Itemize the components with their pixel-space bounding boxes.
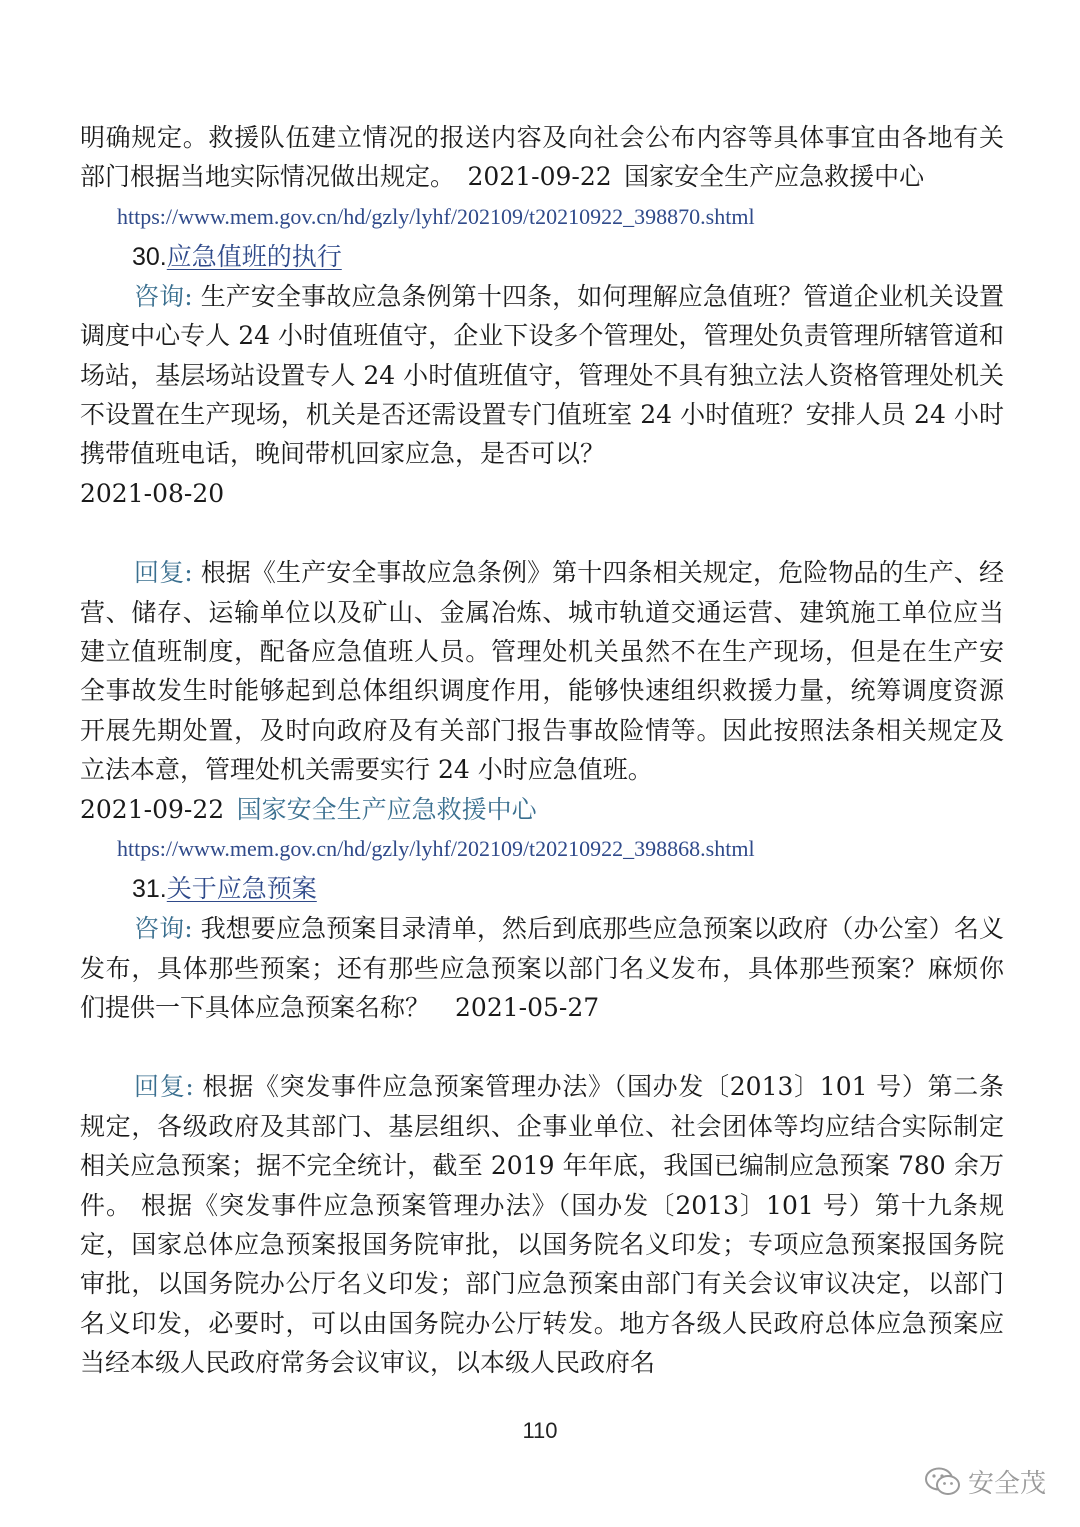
reply-source: 国家安全生产应急救援中心 [236, 794, 537, 824]
intro-date: 2021-09-22 [467, 162, 612, 192]
reply-label: 回复: [134, 558, 193, 588]
page-number: 110 [522, 1418, 558, 1443]
intro-source: 国家安全生产应急救援中心 [624, 162, 925, 192]
watermark-text: 安全茂 [967, 1469, 1046, 1499]
item-31-consult [80, 909, 1004, 1027]
consult-text: 生产安全事故应急条例第十四条，如何理解应急值班？管道企业机关设置调度中心专人 24 小时值班值守，企业下设多个管理处，管理处负责管理所辖管道和场站，基层场站设置专人 24 小时值班值守，管理处不具有独立法人资格管理处机关不设置在生产现场，机关是否还需设置专门值班室 24 小时值班？安排人员 24 小时携带值班电话，晚间带机回家应急，是否可以？ [80, 281, 1004, 469]
item-31-number: 31. [132, 875, 167, 904]
item-30-consult-date: 2021-08-20 [80, 478, 225, 508]
source-url-1[interactable]: https://www.mem.gov.cn/hd/gzly/lyhf/202109/t20210922_398870.shtml [117, 203, 755, 229]
item-31-reply [80, 1067, 1004, 1382]
consult-label: 咨询: [134, 914, 193, 944]
item-30-reply [80, 553, 1004, 789]
consult-text: 我想要应急预案目录清单，然后到底那些应急预案以政府（办公室）名义发布，具体那些预案；还有那些应急预案以部门名义发布，具体那些预案？麻烦你们提供一下具体应急预案名称？ [80, 914, 1004, 1022]
consult-date: 2021-05-27 [455, 992, 600, 1022]
item-31-title-link[interactable]: 关于应急预案 [166, 874, 317, 904]
source-url-2[interactable]: https://www.mem.gov.cn/hd/gzly/lyhf/202109/t20210922_398868.shtml [117, 836, 755, 862]
document-page [80, 118, 1004, 1383]
item-30-title-link[interactable]: 应急值班的执行 [166, 241, 342, 271]
reply-text: 根据《生产安全事故应急条例》第十四条相关规定，危险物品的生产、经营、储存、运输单位以及矿山、金属冶炼、城市轨道交通运营、建筑施工单位应当建立值班制度，配备应急值班人员。管理处机关虽然不在生产现场，但是在生产安全事故发生时能够起到总体组织调度作用，能够快速组织救援力量，统筹调度资源开展先期处置，及时向政府及有关部门报告事故险情等。因此按照法条相关规定及立法本意，管理处机关需要实行 24 小时应急值班。 [80, 558, 1004, 785]
watermark [924, 1463, 1046, 1500]
item-31-heading [132, 869, 1004, 909]
item-30-number: 30. [132, 242, 167, 271]
reply-text: 根据《突发事件应急预案管理办法》（国办发〔2013〕101 号）第二条规定，各级政府及其部门、基层组织、企事业单位、社会团体等均应结合实际制定相关应急预案；据不完全统计，截至 2019 年年底，我国已编制应急预案 780 余万件。 根据《突发事件应急预案管理办法》（国办发〔2013〕101 号）第十九条规定，国家总体应急预案报国务院审批，以国务院名义印发；专项应急预案报国务院审批，以国务院办公厅名义印发；部门应急预案由部门有关会议审议决定，以部门名义印发，必要时，可以由国务院办公厅转发。地方各级人民政府总体应急预案应当经本级人民政府常务会议审议，以本级人民政府名 [80, 1072, 1004, 1378]
consult-label: 咨询: [134, 281, 193, 311]
reply-label: 回复: [134, 1072, 194, 1102]
intro-paragraph [80, 118, 1004, 197]
item-30-heading [132, 237, 1004, 277]
item-30-consult [80, 277, 1004, 474]
wechat-icon [924, 1466, 962, 1498]
reply-date: 2021-09-22 [80, 794, 225, 824]
item-30-reply-meta [80, 790, 1004, 829]
intro-text: 明确规定。救援队伍建立情况的报送内容及向社会公布内容等具体事宜由各地有关部门根据当地实际情况做出规定。 [80, 123, 1004, 192]
